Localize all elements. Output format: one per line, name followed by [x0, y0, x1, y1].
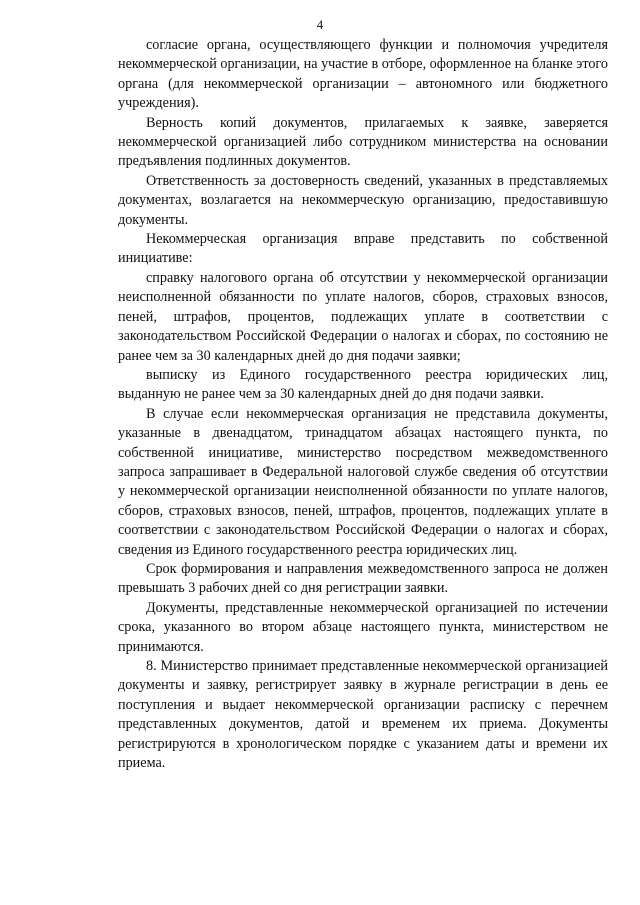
paragraph-5: справку налогового органа об отсутствии у некоммерческой организации неисполненной обязанности по уплате налогов, сборов, страховых взносов, пеней, штрафов, процентов, подлежащих уплате в соответствии с законодательством Российской Федерации о налогах и сборах, по состоянию не ранее чем за 30 календарных дней до дня подачи заявки;	[118, 269, 608, 364]
paragraph-4: Некоммерческая организация вправе представить по собственной инициативе:	[118, 231, 608, 267]
paragraph-1: согласие органа, осуществляющего функции и полномочия учредителя некоммерческой организации, на участие в отборе, оформленное на бланке этого органа (для некоммерческой организации – автономного или бюджетного учреждения).	[118, 37, 608, 112]
paragraph-7: В случае если некоммерческая организация не представила документы, указанные в двенадцатом, тринадцатом абзацах настоящего пункта, по собственной инициативе, министерство посредством межведомственного запроса запрашивает в Федеральной налоговой службе сведения об отсутствии у некоммерческой организации неисполненной обязанности по уплате налогов, сборов, страховых взносов, пеней, штрафов, процентов, подлежащих уплате в соответствии с законодательством Российской Федерации о налогах и сборах, сведения из Единого государственного реестра юридических лиц.	[118, 405, 608, 558]
document-body	[118, 36, 608, 773]
paragraph-6: выписку из Единого государственного реестра юридических лиц, выданную не ранее чем за 30 календарных дней до дня подачи заявки.	[118, 366, 608, 403]
paragraph-2: Верность копий документов, прилагаемых к заявке, заверяется некоммерческой организацией либо сотрудником министерства на основании предъявления подлинных документов.	[118, 114, 608, 170]
page-number: 4	[316, 17, 324, 32]
paragraph-9: Документы, представленные некоммерческой организацией по истечении срока, указанного во втором абзаце настоящего пункта, министерством не принимаются.	[118, 599, 608, 655]
paragraph-10: 8. Министерство принимает представленные некоммерческой организацией документы и заявку, регистрирует заявку в журнале регистрации в день ее поступления и выдает некоммерческой организации расписку с перечнем представленных документов, датой и временем их приема. Документы регистрируются в хронологическом порядке с указанием даты и времени их приема.	[118, 658, 608, 772]
paragraph-3: Ответственность за достоверность сведений, указанных в представляемых документах, возлагается на некоммерческую организацию, предоставившую документы.	[118, 172, 608, 228]
paragraph-8: Срок формирования и направления межведомственного запроса не должен превышать 3 рабочих дней со дня регистрации заявки.	[118, 560, 608, 597]
